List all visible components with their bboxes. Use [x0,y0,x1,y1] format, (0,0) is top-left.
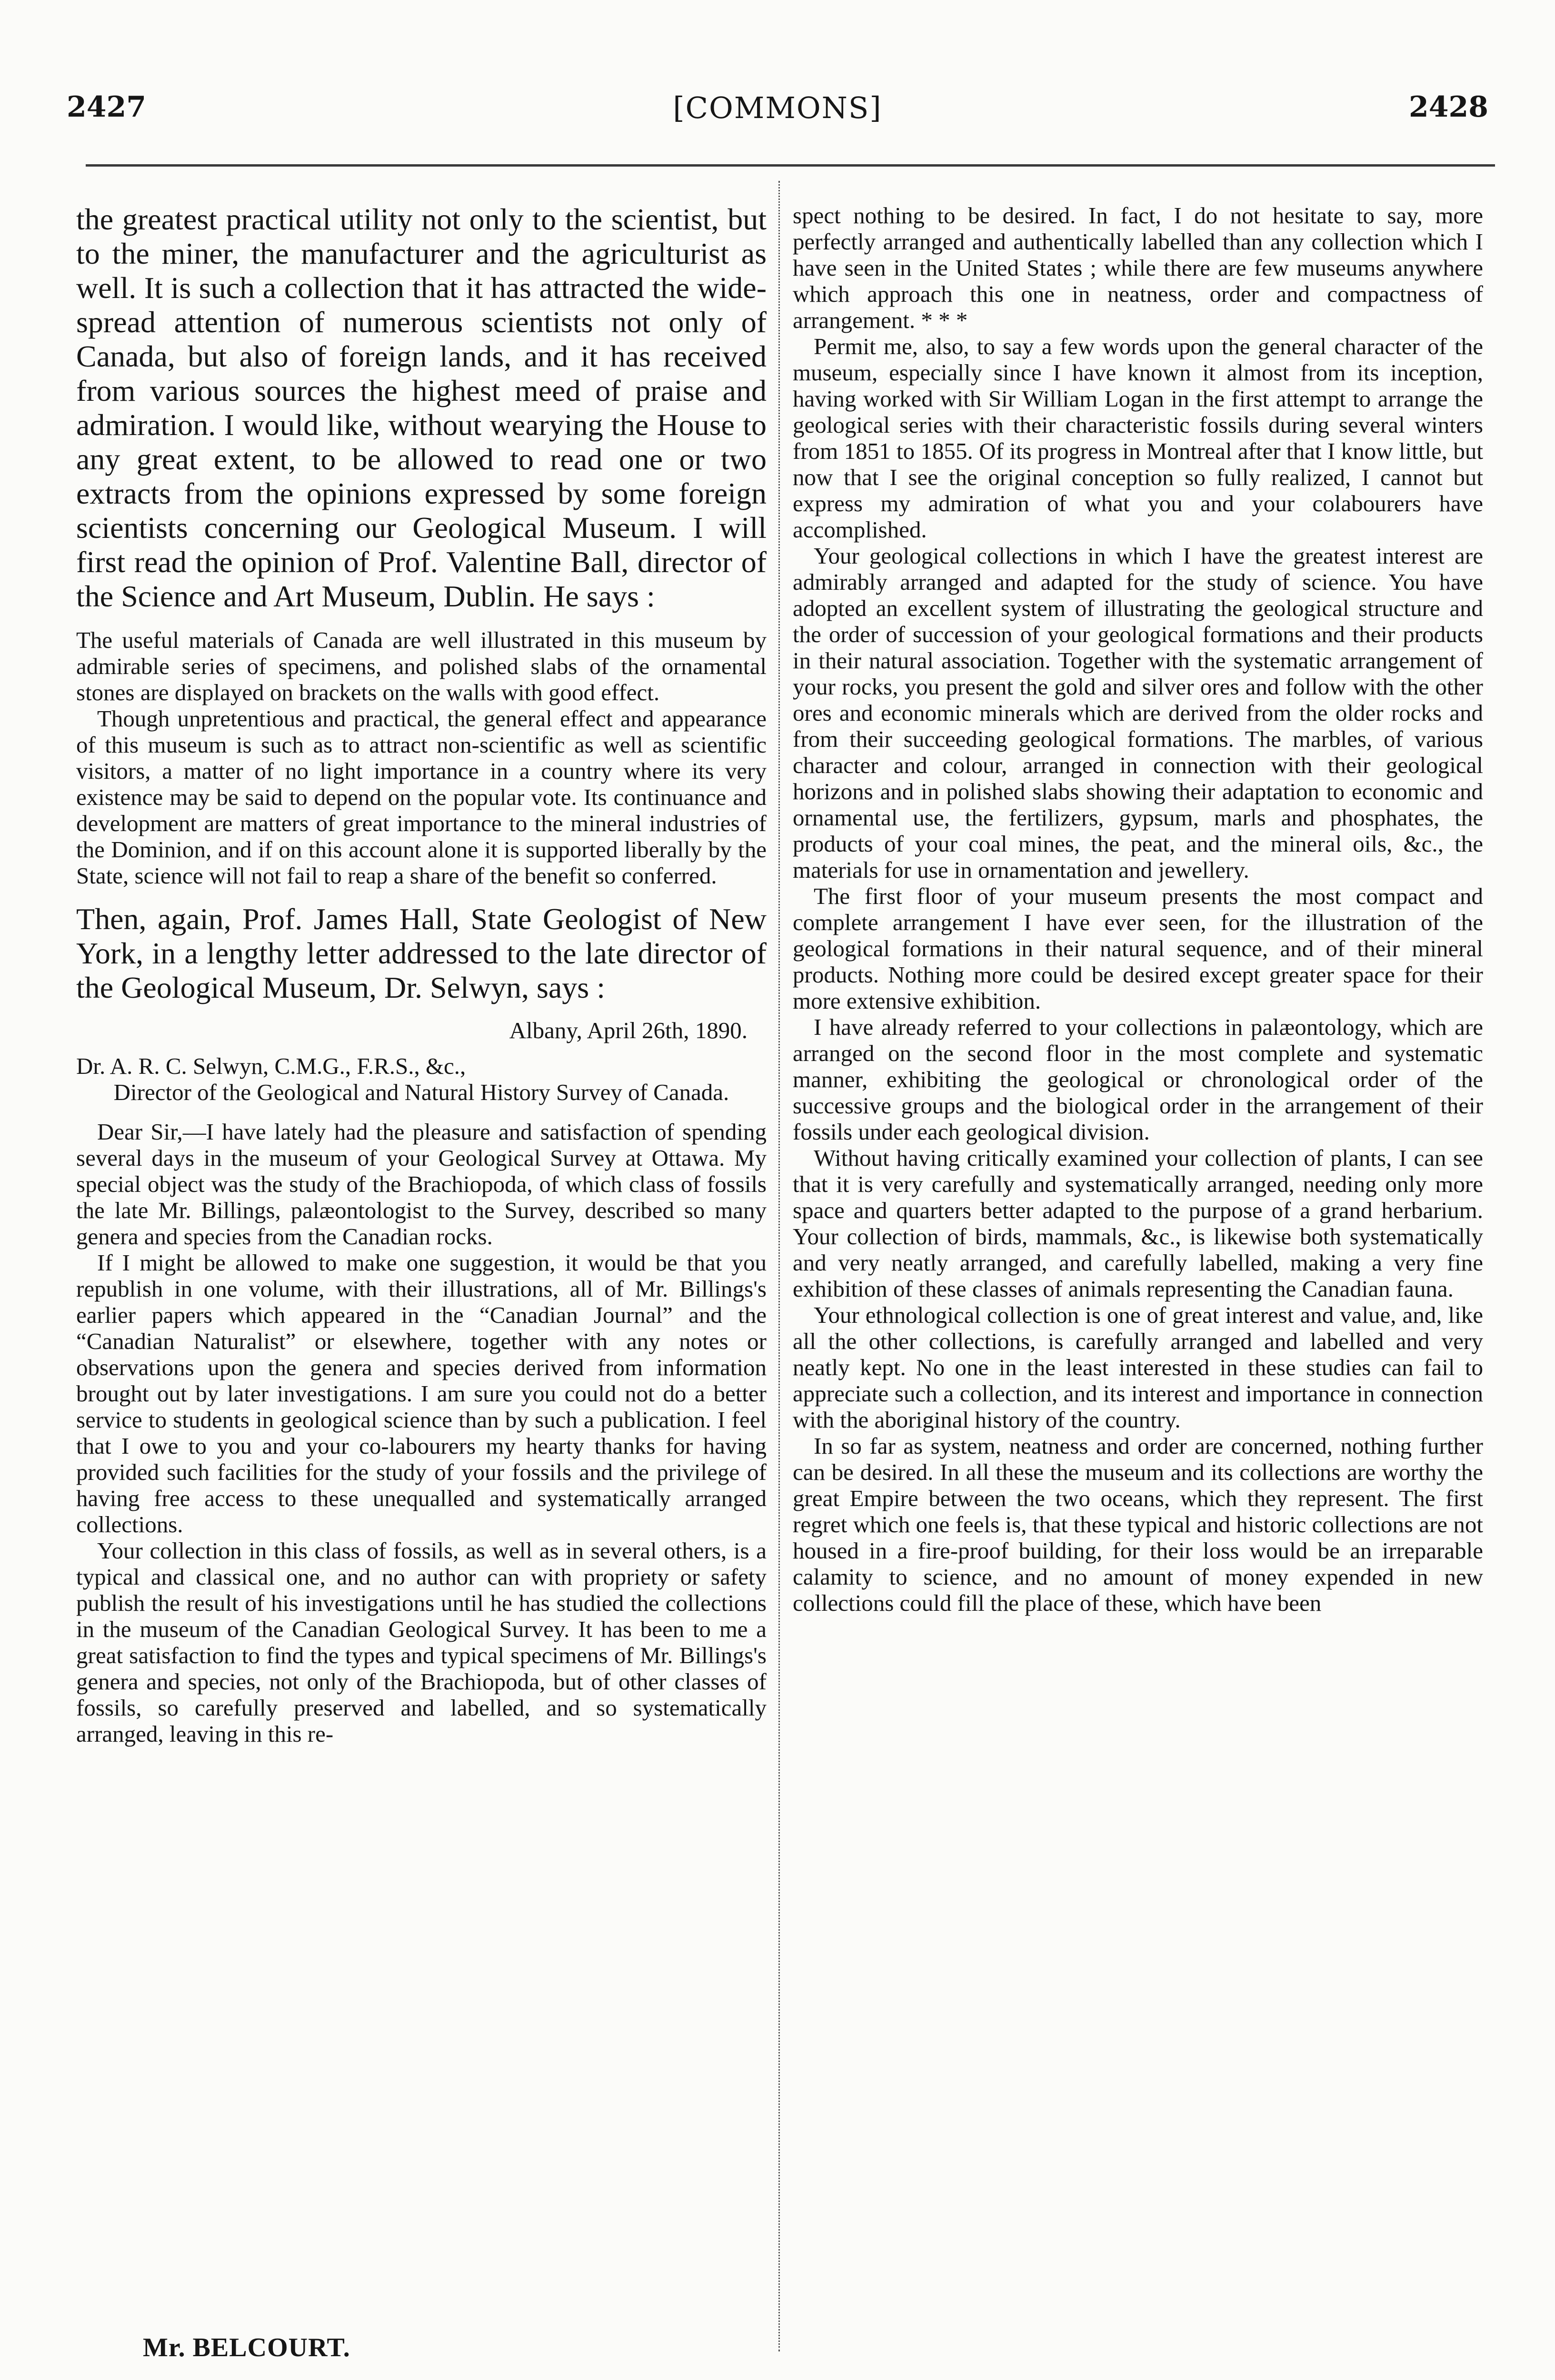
letter-date: Albany, April 26th, 1890. [509,1017,748,1043]
quote-paragraph: Though unpretentious and practical, the general effect and appearance of this museum is such as to attract non-scientific as well as scientific visitors, a matter of no light importance in a country where its very existence may be said to depend on the popular vote. Its continuance and development are matters of great importance to the mineral industries of the Dominion, and if on this account alone it is supported liberally by the State, science will not fail to reap a share of the benefit so conferred. [76,705,767,889]
letter-paragraph: In so far as system, neatness and order are concerned, nothing further can be desired. In all these the museum and its collections are worthy the great Empire between the two oceans, which they represent. The first regret which one feels is, that these typical and historic collections are not housed in a fire-proof building, for their loss would be an irreparable calamity to science, and no amount of money expended in new collections could fill the place of these, which have been [793,1433,1483,1616]
speech-paragraph: the greatest practical utility not only to the scientist, but to the miner, the manufacturer and the agriculturist as well. It is such a collection that it has attracted the wide-spread attention of numerous scientists not only of Canada, but also of foreign lands, and it has received from various sources the highest meed of praise and admiration. I would like, without wearying the House to any great extent, to be allowed to read one or two extracts from the opinions expressed by some foreign scientists concerning our Geological Museum. I will first read the opinion of Prof. Valentine Ball, director of the Science and Art Museum, Dublin. He says : [76,202,767,613]
letter-paragraph: Permit me, also, to say a few words upon the general character of the museum, especially since I have known it almost from its inception, having worked with Sir William Logan in the first attempt to arrange the geological series with their characteristic fossils during several winters from 1851 to 1855. Of its progress in Montreal after that I know little, but now that I see the original conception so fully realized, I cannot but express my admiration of what you and your colabourers have accomplished. [793,333,1483,543]
speaker-name: Mr. BELCOURT. [143,2333,350,2362]
letter-paragraph: The first floor of your museum presents the most compact and complete arrangement I have ever seen, for the illustration of the geological formations in their natural sequence, and of their mineral products. Nothing more could be desired except greater space for their more extensive exhibition. [793,883,1483,1014]
letter-paragraph: Your collection in this class of fossils, as well as in several others, is a typical and classical one, and no author can with propriety or safety publish the result of his investigations until he has studied the collections in the museum of the Canadian Geological Survey. It has been to me a great satisfaction to find the types and typical specimens of Mr. Billings's genera and species, not only of the Brachiopoda, but of other classes of fossils, so carefully preserved and labelled, and so systematically arranged, leaving in this re- [76,1537,767,1747]
quote-paragraph: The useful materials of Canada are well illustrated in this museum by admirable series of specimens, and polished slabs of the ornamental stones are displayed on brackets on the walls with good effect. [76,627,767,705]
letter-paragraph: spect nothing to be desired. In fact, I do not hesitate to say, more perfectly arranged and authentically labelled than any collection which I have seen in the United States ; while there are few museums anywhere which approach this one in neatness, order and compactness of arrangement. * * * [793,202,1483,333]
letter-paragraph: I have already referred to your collections in palæontology, which are arranged on the second floor in the most complete and systematic manner, exhibiting the geological or chronological order of the successive groups and the biological order in the arrangement of their fossils under each geological division. [793,1014,1483,1145]
letter-paragraph: Without having critically examined your collection of plants, I can see that it is very carefully and systematically arranged, needing only more space and quarters better adapted to the purpose of a grand herbarium. Your collection of birds, mammals, &c., is likewise both systematically and very neatly arranged, and carefully labelled, making a very fine exhibition of these classes of animals representing the Canadian fauna. [793,1145,1483,1302]
letter-paragraph: Your ethnological collection is one of great interest and value, and, like all the other collections, is carefully arranged and labelled and very neatly kept. No one in the least interested in these studies can fail to appreciate such a collection, and its interest and importance in connection with the aboriginal history of the country. [793,1302,1483,1433]
left-page-number: 2427 [67,90,146,124]
page-header [0,90,1555,138]
column-divider [778,181,780,2351]
speech-paragraph: Then, again, Prof. James Hall, State Geologist of New York, in a lengthy letter addressed to the late director of the Geological Museum, Dr. Selwyn, says : [76,902,767,1004]
letter-addressee: Dr. A. R. C. Selwyn, C.M.G., F.R.S., &c., [76,1053,466,1079]
letter-paragraph: Dear Sir,—I have lately had the pleasure and satisfaction of spending several days in the museum of your Geological Survey at Ottawa. My special object was the study of the Brachiopoda, of which class of fossils the late Mr. Billings, palæontologist to the Survey, described so many genera and species from the Canadian rocks. [76,1119,767,1250]
page-title: [COMMONS] [673,90,882,125]
letter-paragraph: Your geological collections in which I have the greatest interest are admirably arranged and adapted for the study of science. You have adopted an excellent system of illustrating the geological structure and the order of succession of your geological formations and their products in their natural association. Together with the systematic arrangement of your rocks, you present the gold and silver ores and follow with the other ores and economic minerals which are derived from the older rocks and from their succeeding geological formations. The marbles, of various character and colour, arranged in connection with their geological horizons and in polished slabs showing their adaptation to economic and ornamental use, the fertilizers, gypsum, marls and phosphates, the products of your coal mines, the peat, and the mineral oils, &c., the materials for use in ornamentation and jewellery. [793,543,1483,883]
right-page-number: 2428 [1409,90,1488,124]
right-column [793,202,1483,2340]
left-column [76,202,767,2361]
letter-paragraph: If I might be allowed to make one suggestion, it would be that you republish in one volume, with their illustrations, all of Mr. Billings's earlier papers which appeared in the “Canadian Journal” and the “Canadian Naturalist” or elsewhere, together with any notes or observations upon the genera and species derived from information brought out by later investigations. I am sure you could not do a better service to students in geological science than by such a publication. I feel that I owe to you and your co-labourers my hearty thanks for having provided such facilities for the study of your fossils and the privilege of having free access to these unequalled and systematically arranged collections. [76,1250,767,1537]
letter-addressee-title: Director of the Geological and Natural History Survey of Canada. [113,1079,729,1105]
header-rule [86,164,1495,167]
